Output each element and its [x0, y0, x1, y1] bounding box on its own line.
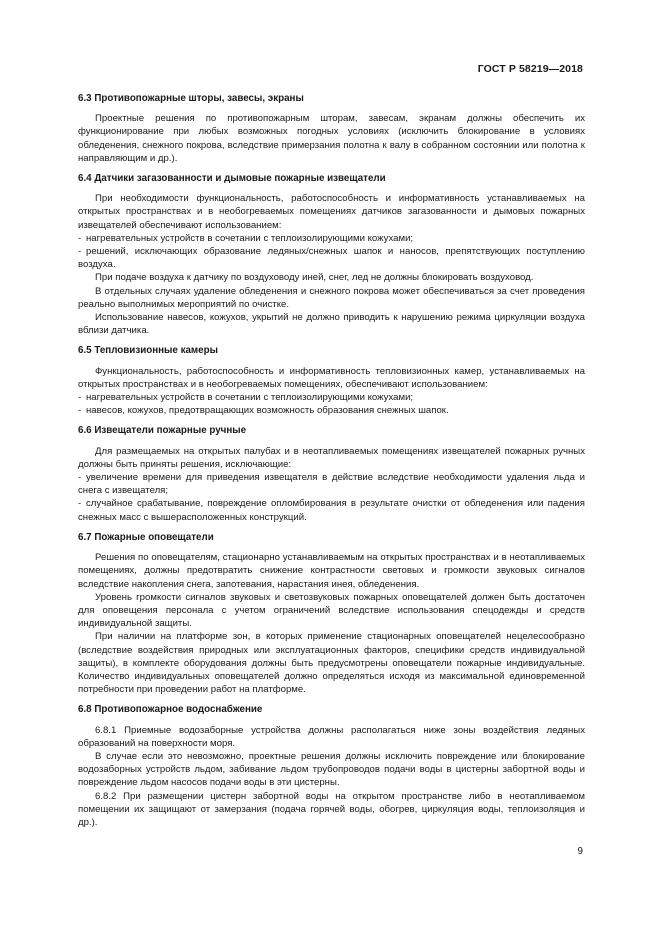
section [78, 344, 585, 417]
list-item [78, 497, 585, 523]
section-heading: 6.8 Противопожарное водоснабжение [78, 704, 263, 716]
paragraph: 6.8.1 Приемные водозаборные устройства должны располагаться ниже зоны воздействия ледяных образований на поверхности моря. [78, 724, 585, 749]
section-heading: 6.4 Датчики загазованности и дымовые пожарные извещатели [78, 173, 386, 185]
paragraph: Использование навесов, кожухов, укрытий не должно приводить к нарушению режима циркуляции воздуха вблизи датчика. [78, 312, 585, 337]
paragraph: При наличии на платформе зон, в которых применение стационарных оповещателей нецелесообразно (вследствие воздействия природных или эксплуатационных факторов, специфики средств индивидуальной защиты), в комплекте оборудования должны быть предусмотрены оповещатели пожарные индивидуальные. Количество индивидуальных оповещателей должно определяться исходя из максимальной единовременной потребности при проведении работ на платформе. [78, 631, 585, 696]
list-item-text: решений, исключающих образование ледяных/снежных шапок и наносов, препятствующих поступлению воздуха. [78, 246, 585, 271]
list-item-text: случайное срабатывание, повреждение опломбирования в результате очистки от обледенения или падения снежных масс с вышерасположенных конструкций. [78, 498, 585, 523]
section [78, 172, 585, 337]
list-item-text: увеличение времени для приведения извещателя в действие вследствие необходимости удаления льда и снега с извещателя; [78, 472, 585, 497]
section [78, 424, 585, 523]
paragraph: При необходимости функциональность, работоспособность и информативность устанавливаемых на открытых пространствах и в необогреваемых помещениях датчиков загазованности и дымовых пожарных извещателей обеспечивают использованием: [78, 193, 585, 231]
list-item [78, 471, 585, 497]
section [78, 531, 585, 696]
section-heading: 6.6 Извещатели пожарные ручные [78, 425, 247, 437]
paragraph: В случае если это невозможно, проектные решения должны исключить повреждение или блокирование водозаборных устройств льдом, забивание льдом трубопроводов подачи воды в цистерны забортной воды и повреждение льдом насосов подачи воды в эти цистерны. [78, 750, 585, 789]
list-dash: - [78, 405, 82, 417]
paragraph: Функциональность, работоспособность и информативность тепловизионных камер, устанавливаемых на открытых пространствах и в необогреваемых помещениях, обеспечивают использованием: [78, 365, 585, 390]
standard-header: ГОСТ Р 58219—2018 [477, 63, 583, 75]
section [78, 703, 585, 829]
list-item-text: навесов, кожухов, предотвращающих возможность образования снежных шапок. [86, 405, 449, 417]
paragraph: Для размещаемых на открытых палубах и в неотапливаемых помещениях извещателей пожарных ручных должны быть приняты решения, исключающие: [78, 445, 585, 470]
list-item [78, 391, 585, 404]
list-item [78, 245, 585, 271]
page-number: 9 [577, 846, 583, 857]
paragraph: Проектные решения по противопожарным шторам, завесам, экранам должны обеспечить их функционирование при любых возможных погодных условиях (исключить блокирование в условиях обледенения, снежного покрова, вследствие примерзания полотна к валу в собранном состоянии или полотна к направляющим и др.). [78, 113, 585, 164]
list-item [78, 404, 585, 417]
section-heading: 6.7 Пожарные оповещатели [78, 531, 214, 543]
list-item [78, 232, 585, 245]
list-dash: - [78, 392, 82, 404]
paragraph: При подаче воздуха к датчику по воздуховоду иней, снег, лед не должны блокировать воздуховод. [95, 272, 534, 284]
paragraph: В отдельных случаях удаление обледенения и снежного покрова может обеспечиваться за счет проведения реально выполнимых мероприятий по очистке. [78, 285, 585, 310]
list-dash: - [78, 472, 82, 484]
paragraph: Решения по оповещателям, стационарно устанавливаемым на открытых пространствах и в неотапливаемых помещениях, должны предотвратить снижение контрастности световых и громкости звуковых сигналов вследствие накопления снега, запотевания, нарастания инея, обледенения. [78, 552, 585, 590]
paragraph: Уровень громкости сигналов звуковых и светозвуковых пожарных оповещателей должен быть достаточен для оповещения персонала с учетом ограничений вследствие использования спецодежды и средств индивидуальной защиты. [78, 591, 585, 630]
section-heading: 6.3 Противопожарные шторы, завесы, экраны [78, 93, 304, 104]
list-dash: - [78, 246, 82, 258]
list-item-text: нагревательных устройств в сочетании с теплоизолирующими кожухами; [86, 392, 414, 404]
section [78, 92, 585, 165]
section-heading: 6.5 Тепловизионные камеры [78, 345, 218, 357]
document-body [78, 92, 585, 829]
list-dash: - [78, 232, 82, 244]
list-item-text: нагревательных устройств в сочетании с теплоизолирующими кожухами; [86, 232, 414, 244]
paragraph: 6.8.2 При размещении цистерн забортной воды на открытом пространстве либо в неотапливаемом помещении их защищают от замерзания (подача горячей воды, обогрев, циркуляция воды, теплоизоляция и др.). [78, 790, 585, 828]
list-dash: - [78, 498, 82, 510]
